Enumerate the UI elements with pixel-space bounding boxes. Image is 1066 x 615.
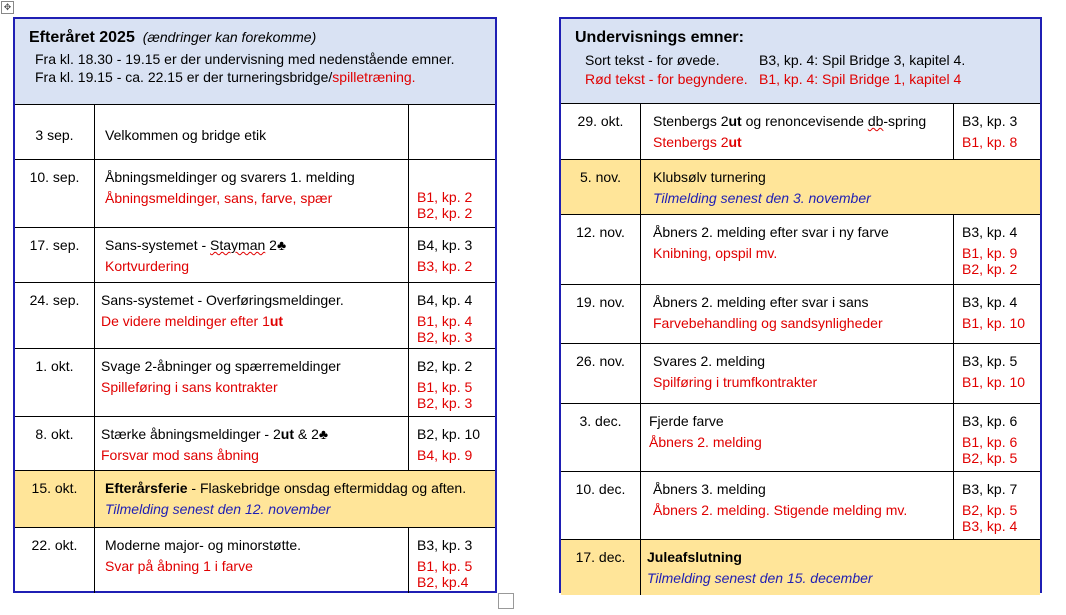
row-topic-cell [95, 283, 408, 348]
row-ref: B3, kp. 3 [962, 113, 1018, 129]
row-topic-beginner: Kortvurdering [105, 258, 190, 274]
row-date: 17. sep. [15, 228, 95, 282]
row-topic-cell [641, 104, 953, 159]
row-topic-beginner: Svar på åbning 1 i farve [105, 558, 253, 574]
topic-part: Stenbergs 2 [653, 134, 729, 150]
row-ref: B2, kp. 10 [417, 426, 481, 442]
row-ref-cell [953, 285, 1040, 343]
row-ref: B4, kp. 3 [417, 237, 473, 253]
row-topic: Åbningsmeldinger og svarers 1. melding [105, 169, 355, 185]
row-topic-beginner: Forsvar mod sans åbning [101, 447, 259, 463]
topic-part: - Flaskebridge onsdag eftermiddag og aften. [187, 480, 467, 496]
row-date: 15. okt. [15, 471, 95, 527]
topic-part: Efterårsferie [105, 480, 188, 496]
row-topic: Velkommen og bridge etik [105, 127, 267, 143]
row-topic [105, 480, 487, 496]
row-topic-cell [95, 417, 408, 470]
left-title-line [29, 29, 481, 47]
table-row [15, 349, 495, 417]
right-header [561, 19, 1040, 104]
row-ref-beginner-group [962, 245, 1036, 277]
row-topic-cell [641, 160, 1040, 214]
row-ref-beginner: B1, kp. 10 [962, 374, 1026, 390]
row-ref-beginner: B2, kp. 2 [417, 205, 473, 221]
row-topic-beginner [653, 134, 945, 150]
row-ref-cell [408, 283, 495, 348]
table-row [15, 417, 495, 471]
topic-part: og renoncevisende [741, 113, 868, 129]
row-ref-cell [953, 404, 1040, 471]
row-topic-beginner [101, 313, 400, 329]
row-topic: Fjerde farve [649, 413, 724, 429]
legend-red-ref: B1, kp. 4: Spil Bridge 1, kapitel 4 [759, 71, 962, 87]
row-topic-cell [641, 540, 1040, 595]
row-date: 8. okt. [15, 417, 95, 470]
row-ref-cell [953, 472, 1040, 539]
table-row [15, 283, 495, 349]
table-row [561, 285, 1040, 344]
row-ref-beginner: B2, kp. 5 [962, 502, 1018, 518]
row-ref-beginner-group [962, 502, 1036, 534]
row-ref-beginner: B2, kp. 2 [962, 261, 1018, 277]
row-ref-beginner: B1, kp. 4 [417, 313, 473, 329]
table-row [15, 105, 495, 160]
registration-note: Tilmelding senest den 12. november [105, 501, 331, 517]
row-ref-cell [408, 160, 495, 227]
row-ref-beginner-group [417, 558, 491, 590]
row-topic-cell [641, 215, 953, 284]
row-date: 10. sep. [15, 160, 95, 227]
row-topic: Juleafslutning [647, 549, 742, 565]
table-row [561, 404, 1040, 472]
row-topic-cell [95, 349, 408, 416]
move-handle-icon[interactable]: ✥ [1, 1, 14, 14]
row-date: 10. dec. [561, 472, 641, 539]
topic-part: ut [280, 426, 294, 442]
table-row-highlight [561, 160, 1040, 215]
row-ref-cell [408, 417, 495, 470]
row-ref-beginner-group [962, 434, 1036, 466]
table-row [561, 104, 1040, 160]
legend-black-ref: B3, kp. 4: Spil Bridge 3, kapitel 4. [759, 52, 966, 68]
row-topic: Åbners 2. melding efter svar i ny farve [653, 224, 889, 240]
table-row [15, 228, 495, 283]
row-ref-beginner: B1, kp. 6 [962, 434, 1018, 450]
row-ref-beginner: B4, kp. 9 [417, 447, 473, 463]
topic-part: ut [728, 134, 742, 150]
row-topic-beginner: Knibning, opspil mv. [653, 245, 778, 261]
row-ref-beginner: B1, kp. 5 [417, 558, 473, 574]
topic-part: Stærke åbningsmeldinger - 2 [101, 426, 281, 442]
row-ref: B3, kp. 4 [962, 224, 1018, 240]
row-date: 5. nov. [561, 160, 641, 214]
row-topic: Åbners 2. melding efter svar i sans [653, 294, 869, 310]
row-ref-beginner: B2, kp. 5 [962, 450, 1018, 466]
legend-black-label: Sort tekst - for øvede. [585, 52, 720, 68]
row-ref-beginner: B1, kp. 5 [417, 379, 473, 395]
info-line-2 [29, 69, 481, 85]
row-ref-beginner: B1, kp. 8 [962, 134, 1018, 150]
row-ref-beginner-group [417, 313, 491, 345]
page-title: Efteråret 2025 [29, 29, 135, 46]
legend-black [575, 52, 1026, 68]
row-topic-beginner: Åbners 2. melding [649, 434, 762, 450]
row-date: 22. okt. [15, 528, 95, 593]
row-ref-beginner: B1, kp. 10 [962, 315, 1026, 331]
info-line-2-text: Fra kl. 19.15 - ca. 22.15 er der turneringsbridge/ [35, 69, 333, 85]
row-ref-beginner: B2, kp. 3 [417, 329, 473, 345]
row-ref-cell [408, 349, 495, 416]
row-ref: B2, kp. 2 [417, 358, 473, 374]
row-topic: Klubsølv turnering [653, 169, 766, 185]
legend-red-label: Rød tekst - for begyndere. [585, 71, 748, 87]
info-line-1: Fra kl. 18.30 - 19.15 er der undervisning med nedenstående emner. [35, 51, 455, 67]
row-topic: Svares 2. melding [653, 353, 766, 369]
row-ref-beginner-group [417, 379, 491, 411]
row-topic-cell [641, 344, 953, 403]
row-topic-cell [95, 160, 408, 227]
row-ref: B3, kp. 5 [962, 353, 1018, 369]
row-topic-cell [641, 404, 953, 471]
row-ref-cell [953, 215, 1040, 284]
table-row [561, 344, 1040, 404]
topic-part: ut [728, 113, 742, 129]
row-topic [653, 113, 945, 129]
row-date: 3 sep. [15, 105, 95, 159]
row-topic-beginner: Åbningsmeldinger, sans, farve, spær [105, 190, 333, 206]
row-topic-cell [95, 528, 408, 593]
row-date: 26. nov. [561, 344, 641, 403]
topic-part: 2♣ [265, 237, 287, 253]
row-date: 29. okt. [561, 104, 641, 159]
cell-end-marker-icon [498, 593, 514, 609]
table-row-highlight [561, 540, 1040, 595]
row-date: 12. nov. [561, 215, 641, 284]
row-ref-beginner: B1, kp. 9 [962, 245, 1018, 261]
row-ref [408, 105, 495, 159]
topic-part: Stenbergs 2 [653, 113, 729, 129]
table-row [561, 472, 1040, 540]
table-row [561, 215, 1040, 285]
row-ref: B3, kp. 4 [962, 294, 1018, 310]
page-subtitle: (ændringer kan forekomme) [142, 29, 317, 45]
row-ref-cell [408, 528, 495, 593]
row-ref-beginner: B2, kp. 3 [417, 395, 473, 411]
table-row-highlight [15, 471, 495, 528]
table-row [15, 160, 495, 228]
row-ref-beginner: B3, kp. 4 [962, 518, 1018, 534]
info-line-2-red: spilletræning. [332, 69, 416, 85]
row-ref: B3, kp. 3 [417, 537, 473, 553]
row-topic-cell [641, 472, 953, 539]
row-ref-cell [953, 104, 1040, 159]
row-topic-beginner: Spilføring i trumfkontrakter [653, 374, 818, 390]
topic-part: & 2♣ [293, 426, 329, 442]
row-ref-beginner: B2, kp.4 [417, 574, 469, 590]
row-topic: Moderne major- og minorstøtte. [105, 537, 302, 553]
row-ref: B3, kp. 6 [962, 413, 1018, 429]
row-topic [101, 426, 400, 442]
topics-title: Undervisnings emner: [575, 29, 744, 46]
row-topic-beginner: Farvebehandling og sandsynligheder [653, 315, 883, 331]
left-schedule-table [13, 17, 497, 593]
spellcheck-word: db [867, 113, 884, 129]
topic-part: De videre meldinger efter 1 [101, 313, 270, 329]
row-topic: Svage 2-åbninger og spærremeldinger [101, 358, 341, 374]
table-row [15, 528, 495, 593]
topic-part: -spring [883, 113, 927, 129]
row-topic-cell [641, 285, 953, 343]
row-topic-cell [95, 471, 495, 527]
topic-part: ut [269, 313, 284, 329]
row-ref-cell [408, 228, 495, 282]
registration-note: Tilmelding senest den 3. november [653, 190, 871, 206]
row-date: 17. dec. [561, 540, 641, 595]
row-date: 3. dec. [561, 404, 641, 471]
row-topic-cell [95, 228, 408, 282]
row-topic [105, 237, 400, 253]
topic-part: Sans-systemet - [105, 237, 211, 253]
row-ref-beginner: B1, kp. 2 [417, 189, 473, 205]
row-topic-beginner: Åbners 2. melding. Stigende melding mv. [653, 502, 908, 518]
row-topic: Sans-systemet - Overføringsmeldinger. [101, 292, 344, 308]
row-date: 24. sep. [15, 283, 95, 348]
right-topics-table [559, 17, 1042, 593]
row-topic: Åbners 3. melding [653, 481, 766, 497]
left-header [15, 19, 495, 105]
spellcheck-word: Stayman [210, 237, 266, 253]
row-ref: B3, kp. 7 [962, 481, 1018, 497]
row-ref-cell [953, 344, 1040, 403]
row-date: 1. okt. [15, 349, 95, 416]
row-ref: B4, kp. 4 [417, 292, 473, 308]
legend-red [575, 71, 1026, 87]
row-topic-beginner: Spilleføring i sans kontrakter [101, 379, 278, 395]
registration-note: Tilmelding senest den 15. december [647, 570, 873, 586]
row-ref-beginner: B3, kp. 2 [417, 258, 473, 274]
row-date: 19. nov. [561, 285, 641, 343]
